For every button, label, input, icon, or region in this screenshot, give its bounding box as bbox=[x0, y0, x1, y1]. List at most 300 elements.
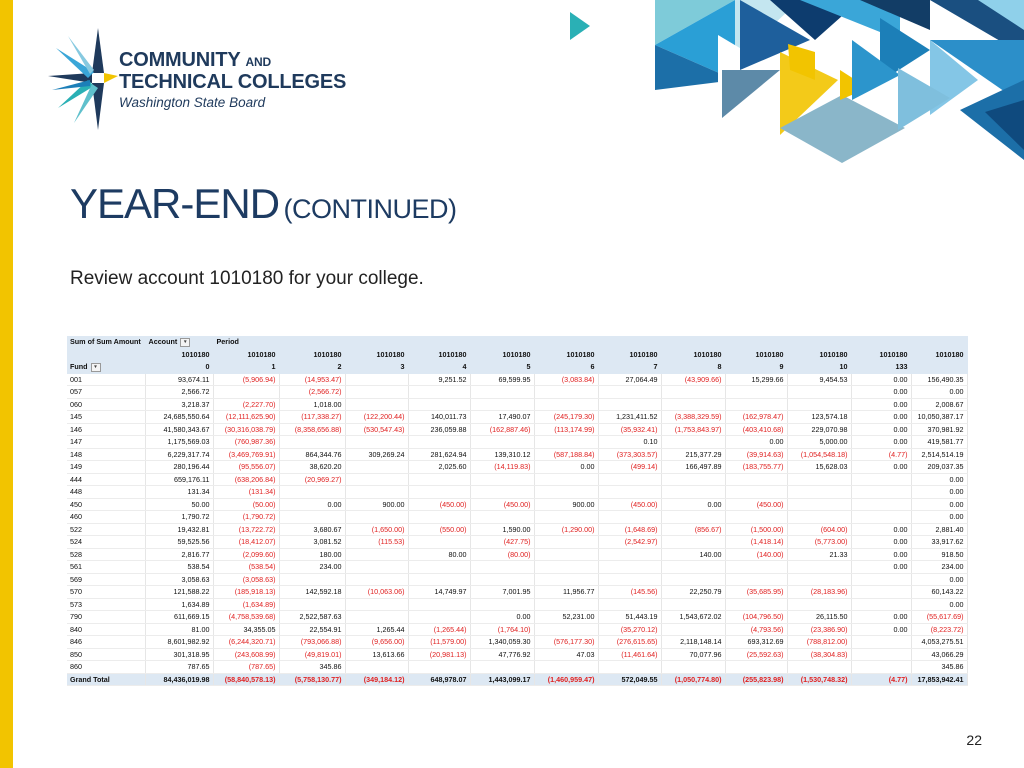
period-col-header: 1 bbox=[213, 361, 279, 374]
value-cell: (20,969.27) bbox=[279, 473, 345, 486]
period-col-header: 6 bbox=[534, 361, 598, 374]
value-cell: (140.00) bbox=[725, 548, 787, 561]
value-cell: 0.00 bbox=[851, 411, 911, 424]
value-cell: (499.14) bbox=[598, 461, 661, 474]
value-cell: 50.00 bbox=[145, 498, 213, 511]
fund-cell: 569 bbox=[67, 573, 145, 586]
value-cell bbox=[851, 498, 911, 511]
period-col-header: 5 bbox=[470, 361, 534, 374]
value-cell: (131.34) bbox=[213, 486, 279, 499]
value-cell bbox=[661, 486, 725, 499]
value-cell bbox=[787, 661, 851, 674]
value-cell: 9,454.53 bbox=[787, 373, 851, 386]
value-cell bbox=[787, 473, 851, 486]
grand-total-cell: (58,840,578.13) bbox=[213, 673, 279, 686]
value-cell bbox=[851, 661, 911, 674]
account-col-header: 1010180 bbox=[911, 348, 967, 361]
value-cell: (530,547.43) bbox=[345, 423, 408, 436]
value-cell: 0.00 bbox=[851, 373, 911, 386]
value-cell: (43,909.66) bbox=[661, 373, 725, 386]
value-cell bbox=[408, 436, 470, 449]
grand-total-cell: (5,758,130.77) bbox=[279, 673, 345, 686]
value-cell: 11,956.77 bbox=[534, 586, 598, 599]
value-cell: (185,918.13) bbox=[213, 586, 279, 599]
account-col-header: 1010180 bbox=[213, 348, 279, 361]
value-cell: 0.00 bbox=[911, 511, 967, 524]
grand-total-label: Grand Total bbox=[67, 673, 145, 686]
value-cell: 6,229,317.74 bbox=[145, 448, 213, 461]
fund-cell: 147 bbox=[67, 436, 145, 449]
value-cell: (95,556.07) bbox=[213, 461, 279, 474]
value-cell bbox=[725, 386, 787, 399]
value-cell: 80.00 bbox=[408, 548, 470, 561]
value-cell: (35,270.12) bbox=[598, 623, 661, 636]
value-cell bbox=[534, 473, 598, 486]
account-col-header: 1010180 bbox=[725, 348, 787, 361]
value-cell: (3,469,769.91) bbox=[213, 448, 279, 461]
period-filter[interactable]: Period bbox=[213, 336, 279, 348]
value-cell: (1,054,548.18) bbox=[787, 448, 851, 461]
value-cell bbox=[345, 436, 408, 449]
value-cell bbox=[345, 548, 408, 561]
fund-cell: 524 bbox=[67, 536, 145, 549]
logo-mark-icon bbox=[48, 28, 118, 130]
value-cell: 280,196.44 bbox=[145, 461, 213, 474]
table-row bbox=[67, 536, 967, 549]
value-cell: 0.00 bbox=[851, 386, 911, 399]
value-cell bbox=[661, 536, 725, 549]
value-cell bbox=[661, 661, 725, 674]
value-cell bbox=[725, 473, 787, 486]
value-cell: (35,685.95) bbox=[725, 586, 787, 599]
value-cell bbox=[787, 561, 851, 574]
fund-cell: 450 bbox=[67, 498, 145, 511]
value-cell: (1,648.69) bbox=[598, 523, 661, 536]
account-col-header: 1010180 bbox=[851, 348, 911, 361]
value-cell: (2,227.70) bbox=[213, 398, 279, 411]
fund-cell: 149 bbox=[67, 461, 145, 474]
value-cell: (538.54) bbox=[213, 561, 279, 574]
value-cell: (403,410.68) bbox=[725, 423, 787, 436]
value-cell: (276,615.65) bbox=[598, 636, 661, 649]
fund-cell: 060 bbox=[67, 398, 145, 411]
value-cell: (788,812.00) bbox=[787, 636, 851, 649]
value-cell bbox=[598, 386, 661, 399]
grand-total-cell: (1,050,774.80) bbox=[661, 673, 725, 686]
account-dropdown-icon[interactable]: ▾ bbox=[180, 338, 190, 347]
value-cell bbox=[470, 598, 534, 611]
period-col-header: 133 bbox=[851, 361, 911, 374]
value-cell: 3,218.37 bbox=[145, 398, 213, 411]
value-cell bbox=[534, 561, 598, 574]
table-row bbox=[67, 511, 967, 524]
value-cell bbox=[725, 486, 787, 499]
fund-cell: 001 bbox=[67, 373, 145, 386]
value-cell: 43,066.29 bbox=[911, 648, 967, 661]
value-cell bbox=[345, 561, 408, 574]
table-row bbox=[67, 498, 967, 511]
value-cell: (450.00) bbox=[408, 498, 470, 511]
value-cell bbox=[787, 386, 851, 399]
value-cell: 370,981.92 bbox=[911, 423, 967, 436]
value-cell: 1,340,059.30 bbox=[470, 636, 534, 649]
value-cell: 301,318.95 bbox=[145, 648, 213, 661]
slide-title-sub: (CONTINUED) bbox=[283, 194, 457, 224]
value-cell bbox=[661, 436, 725, 449]
value-cell: 0.00 bbox=[911, 473, 967, 486]
value-cell: 2,881.40 bbox=[911, 523, 967, 536]
fund-cell: 573 bbox=[67, 598, 145, 611]
value-cell bbox=[534, 661, 598, 674]
value-cell: (8,358,656.88) bbox=[279, 423, 345, 436]
value-cell: 2,816.77 bbox=[145, 548, 213, 561]
value-cell bbox=[408, 573, 470, 586]
value-cell: 69,599.95 bbox=[470, 373, 534, 386]
value-cell: 15,299.66 bbox=[725, 373, 787, 386]
value-cell: 659,176.11 bbox=[145, 473, 213, 486]
value-cell bbox=[408, 611, 470, 624]
value-cell: 166,497.89 bbox=[661, 461, 725, 474]
value-cell bbox=[725, 661, 787, 674]
value-cell: (35,932.41) bbox=[598, 423, 661, 436]
value-cell: (4.77) bbox=[851, 448, 911, 461]
value-cell: (50.00) bbox=[213, 498, 279, 511]
value-cell: 26,115.50 bbox=[787, 611, 851, 624]
value-cell: 1,543,672.02 bbox=[661, 611, 725, 624]
grand-total-cell: 572,049.55 bbox=[598, 673, 661, 686]
value-cell: (1,418.14) bbox=[725, 536, 787, 549]
value-cell: (11,579.00) bbox=[408, 636, 470, 649]
value-cell bbox=[470, 661, 534, 674]
value-cell: 0.00 bbox=[851, 623, 911, 636]
value-cell: 5,000.00 bbox=[787, 436, 851, 449]
period-col-header: 10 bbox=[787, 361, 851, 374]
value-cell: (115.53) bbox=[345, 536, 408, 549]
value-cell: (104,796.50) bbox=[725, 611, 787, 624]
value-cell: 60,143.22 bbox=[911, 586, 967, 599]
value-cell: (4,793.56) bbox=[725, 623, 787, 636]
fund-filter[interactable]: Fund ▾ bbox=[67, 361, 145, 374]
value-cell: (4,758,539.68) bbox=[213, 611, 279, 624]
value-cell bbox=[851, 636, 911, 649]
value-cell: 47.03 bbox=[534, 648, 598, 661]
value-cell: (638,206.84) bbox=[213, 473, 279, 486]
value-cell bbox=[470, 398, 534, 411]
value-cell: 15,628.03 bbox=[787, 461, 851, 474]
table-row bbox=[67, 398, 967, 411]
value-cell bbox=[534, 536, 598, 549]
value-cell: 140,011.73 bbox=[408, 411, 470, 424]
value-cell: 7,001.95 bbox=[470, 586, 534, 599]
fund-cell: 570 bbox=[67, 586, 145, 599]
value-cell: 0.00 bbox=[851, 461, 911, 474]
value-cell: 2,008.67 bbox=[911, 398, 967, 411]
value-cell: 0.00 bbox=[851, 536, 911, 549]
value-cell: 47,776.92 bbox=[470, 648, 534, 661]
value-cell: (9,656.00) bbox=[345, 636, 408, 649]
fund-cell: 528 bbox=[67, 548, 145, 561]
value-cell: 215,377.29 bbox=[661, 448, 725, 461]
value-cell: (450.00) bbox=[470, 498, 534, 511]
value-cell bbox=[787, 486, 851, 499]
value-cell: (55,617.69) bbox=[911, 611, 967, 624]
value-cell: 13,613.66 bbox=[345, 648, 408, 661]
logo-line3: Washington State Board bbox=[119, 95, 266, 110]
grand-total-cell: (349,184.12) bbox=[345, 673, 408, 686]
value-cell: 10,050,387.17 bbox=[911, 411, 967, 424]
value-cell: 93,674.11 bbox=[145, 373, 213, 386]
value-cell bbox=[851, 511, 911, 524]
table-row bbox=[67, 461, 967, 474]
value-cell: 0.00 bbox=[661, 498, 725, 511]
value-cell bbox=[598, 486, 661, 499]
fund-cell: 460 bbox=[67, 511, 145, 524]
account-col-header: 1010180 bbox=[661, 348, 725, 361]
value-cell: (162,978.47) bbox=[725, 411, 787, 424]
value-cell: (2,566.72) bbox=[279, 386, 345, 399]
logo-line2: TECHNICAL COLLEGES bbox=[119, 71, 347, 93]
value-cell: (1,790.72) bbox=[213, 511, 279, 524]
value-cell bbox=[787, 498, 851, 511]
value-cell bbox=[534, 511, 598, 524]
value-cell bbox=[345, 398, 408, 411]
value-cell: (1,764.10) bbox=[470, 623, 534, 636]
sum-label: Sum of Sum Amount bbox=[67, 336, 145, 348]
value-cell: 693,312.69 bbox=[725, 636, 787, 649]
value-cell: 900.00 bbox=[534, 498, 598, 511]
value-cell: 22,250.79 bbox=[661, 586, 725, 599]
grand-total-row bbox=[67, 673, 967, 686]
value-cell: 8,601,982.92 bbox=[145, 636, 213, 649]
value-cell: (1,265.44) bbox=[408, 623, 470, 636]
fund-cell: 860 bbox=[67, 661, 145, 674]
value-cell: (787.65) bbox=[213, 661, 279, 674]
value-cell: 123,574.18 bbox=[787, 411, 851, 424]
table-row bbox=[67, 411, 967, 424]
value-cell: (450.00) bbox=[725, 498, 787, 511]
value-cell: 0.00 bbox=[911, 486, 967, 499]
table-row bbox=[67, 386, 967, 399]
table-row bbox=[67, 561, 967, 574]
value-cell bbox=[408, 536, 470, 549]
value-cell: 33,917.62 bbox=[911, 536, 967, 549]
value-cell bbox=[725, 573, 787, 586]
value-cell bbox=[345, 473, 408, 486]
fund-cell: 146 bbox=[67, 423, 145, 436]
value-cell: 538.54 bbox=[145, 561, 213, 574]
value-cell: 22,554.91 bbox=[279, 623, 345, 636]
value-cell: (39,914.63) bbox=[725, 448, 787, 461]
value-cell: 787.65 bbox=[145, 661, 213, 674]
value-cell: (427.75) bbox=[470, 536, 534, 549]
value-cell: 121,588.22 bbox=[145, 586, 213, 599]
value-cell: 345.86 bbox=[911, 661, 967, 674]
value-cell bbox=[787, 398, 851, 411]
slide-subtitle: Review account 1010180 for your college. bbox=[70, 268, 424, 289]
value-cell bbox=[851, 648, 911, 661]
value-cell bbox=[345, 598, 408, 611]
value-cell: 70,077.96 bbox=[661, 648, 725, 661]
value-cell: 611,669.15 bbox=[145, 611, 213, 624]
value-cell: (18,412.07) bbox=[213, 536, 279, 549]
value-cell bbox=[851, 486, 911, 499]
value-cell bbox=[470, 511, 534, 524]
value-cell bbox=[279, 486, 345, 499]
value-cell: 24,685,550.64 bbox=[145, 411, 213, 424]
period-col-header: 2 bbox=[279, 361, 345, 374]
table-row bbox=[67, 473, 967, 486]
value-cell bbox=[534, 573, 598, 586]
value-cell: 345.86 bbox=[279, 661, 345, 674]
value-cell: 234.00 bbox=[279, 561, 345, 574]
value-cell: (10,063.06) bbox=[345, 586, 408, 599]
value-cell: (20,981.13) bbox=[408, 648, 470, 661]
value-cell bbox=[598, 398, 661, 411]
value-cell: (183,755.77) bbox=[725, 461, 787, 474]
value-cell: 1,018.00 bbox=[279, 398, 345, 411]
value-cell: 51,443.19 bbox=[598, 611, 661, 624]
fund-cell: 846 bbox=[67, 636, 145, 649]
value-cell: (11,461.64) bbox=[598, 648, 661, 661]
value-cell bbox=[661, 623, 725, 636]
account-filter[interactable]: Account ▾ bbox=[145, 336, 213, 348]
value-cell: 59,525.56 bbox=[145, 536, 213, 549]
logo-line1: COMMUNITY AND bbox=[119, 49, 271, 71]
account-col-header: 1010180 bbox=[534, 348, 598, 361]
value-cell: 140.00 bbox=[661, 548, 725, 561]
value-cell bbox=[408, 511, 470, 524]
value-cell bbox=[661, 386, 725, 399]
value-cell bbox=[408, 386, 470, 399]
account-col-header: 1010180 bbox=[787, 348, 851, 361]
value-cell bbox=[661, 473, 725, 486]
value-cell: 0.00 bbox=[851, 561, 911, 574]
value-cell: 14,749.97 bbox=[408, 586, 470, 599]
value-cell: 34,355.05 bbox=[213, 623, 279, 636]
value-cell: (5,906.94) bbox=[213, 373, 279, 386]
value-cell: (450.00) bbox=[598, 498, 661, 511]
slide-title bbox=[70, 180, 456, 228]
period-col-header: 8 bbox=[661, 361, 725, 374]
value-cell: 3,680.67 bbox=[279, 523, 345, 536]
value-cell: 419,581.77 bbox=[911, 436, 967, 449]
logo-text bbox=[119, 50, 346, 110]
value-cell bbox=[345, 486, 408, 499]
grand-total-cell: 17,853,942.41 bbox=[911, 673, 967, 686]
value-cell: 0.00 bbox=[851, 423, 911, 436]
value-cell bbox=[661, 398, 725, 411]
value-cell bbox=[598, 548, 661, 561]
fund-cell: 148 bbox=[67, 448, 145, 461]
value-cell: 41,580,343.67 bbox=[145, 423, 213, 436]
value-cell: (243,608.99) bbox=[213, 648, 279, 661]
table-row bbox=[67, 648, 967, 661]
value-cell bbox=[345, 386, 408, 399]
grand-total-cell: (1,460,959.47) bbox=[534, 673, 598, 686]
value-cell: 0.00 bbox=[911, 598, 967, 611]
value-cell: 0.00 bbox=[279, 498, 345, 511]
value-cell bbox=[345, 461, 408, 474]
value-cell: (3,083.84) bbox=[534, 373, 598, 386]
value-cell: 0.00 bbox=[851, 436, 911, 449]
value-cell bbox=[470, 561, 534, 574]
value-cell: 281,624.94 bbox=[408, 448, 470, 461]
table-row bbox=[67, 436, 967, 449]
value-cell: 139,310.12 bbox=[470, 448, 534, 461]
value-cell bbox=[345, 611, 408, 624]
value-cell bbox=[470, 436, 534, 449]
value-cell: 0.00 bbox=[851, 611, 911, 624]
grand-total-cell: 1,443,099.17 bbox=[470, 673, 534, 686]
value-cell bbox=[787, 511, 851, 524]
table-row bbox=[67, 636, 967, 649]
value-cell bbox=[408, 398, 470, 411]
table-row bbox=[67, 486, 967, 499]
value-cell: (12,111,625.90) bbox=[213, 411, 279, 424]
value-cell: 180.00 bbox=[279, 548, 345, 561]
value-cell bbox=[725, 398, 787, 411]
value-cell: (760,987.36) bbox=[213, 436, 279, 449]
slide-title-main: YEAR-END bbox=[70, 180, 280, 227]
table-row bbox=[67, 661, 967, 674]
value-cell: 21.33 bbox=[787, 548, 851, 561]
table-row bbox=[67, 573, 967, 586]
value-cell: (6,244,320.71) bbox=[213, 636, 279, 649]
value-cell: 0.00 bbox=[911, 498, 967, 511]
value-cell: 0.10 bbox=[598, 436, 661, 449]
value-cell: (5,773.00) bbox=[787, 536, 851, 549]
value-cell bbox=[598, 598, 661, 611]
value-cell: 0.00 bbox=[725, 436, 787, 449]
value-cell bbox=[408, 661, 470, 674]
value-cell: (2,542.97) bbox=[598, 536, 661, 549]
value-cell: 0.00 bbox=[470, 611, 534, 624]
value-cell bbox=[851, 598, 911, 611]
grand-total-cell: 84,436,019.98 bbox=[145, 673, 213, 686]
value-cell: 142,592.18 bbox=[279, 586, 345, 599]
value-cell bbox=[279, 436, 345, 449]
value-cell bbox=[661, 573, 725, 586]
value-cell: 2,522,587.63 bbox=[279, 611, 345, 624]
value-cell: (1,650.00) bbox=[345, 523, 408, 536]
value-cell bbox=[345, 661, 408, 674]
value-cell: 918.50 bbox=[911, 548, 967, 561]
value-cell bbox=[598, 473, 661, 486]
value-cell: 864,344.76 bbox=[279, 448, 345, 461]
account-col-header: 1010180 bbox=[408, 348, 470, 361]
table-row bbox=[67, 548, 967, 561]
value-cell bbox=[661, 598, 725, 611]
value-cell: 1,231,411.52 bbox=[598, 411, 661, 424]
pivot-account-row bbox=[67, 348, 967, 361]
value-cell bbox=[408, 486, 470, 499]
value-cell: 38,620.20 bbox=[279, 461, 345, 474]
value-cell: (14,119.83) bbox=[470, 461, 534, 474]
value-cell: (23,386.90) bbox=[787, 623, 851, 636]
value-cell bbox=[279, 511, 345, 524]
value-cell: (145.56) bbox=[598, 586, 661, 599]
value-cell: 156,490.35 bbox=[911, 373, 967, 386]
fund-dropdown-icon[interactable]: ▾ bbox=[91, 363, 101, 372]
value-cell bbox=[470, 486, 534, 499]
value-cell: (3,388,329.59) bbox=[661, 411, 725, 424]
value-cell: 1,790.72 bbox=[145, 511, 213, 524]
value-cell: 0.00 bbox=[911, 386, 967, 399]
value-cell bbox=[598, 561, 661, 574]
value-cell: 27,064.49 bbox=[598, 373, 661, 386]
value-cell: 0.00 bbox=[534, 461, 598, 474]
account-col-header: 1010180 bbox=[470, 348, 534, 361]
